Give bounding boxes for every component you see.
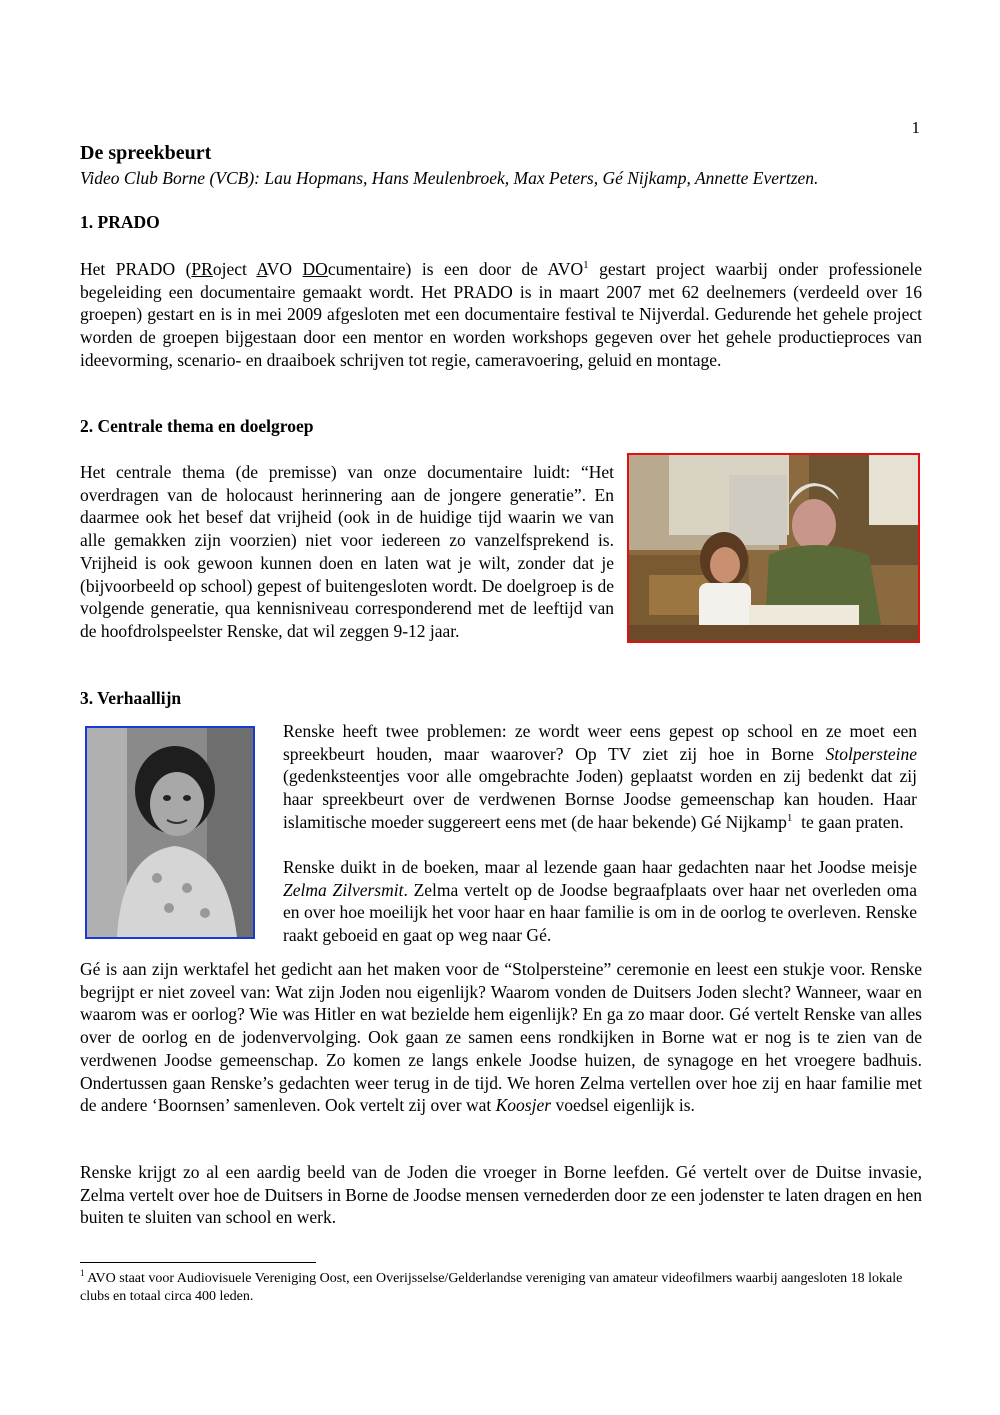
section-heading-thema: 2. Centrale thema en doelgroep bbox=[80, 416, 314, 436]
verhaallijn-paragraph-1: Renske heeft twee problemen: ze wordt weer eens gepest op school en ze moet een spreekbeurt houden, maar waarover? Op TV ziet zij hoe in Borne Stolpersteine (gedenksteentjes voor alle omgebrachte Joden) geplaatst worden en zij bedenkt dat zij haar spreekbeurt over de verdwenen Bornse Joodse gemeenschap kan houden. Haar islamitische moeder suggereert eens met (de haar bekende) Gé Nijkamp$^1$ te gaan praten. bbox=[283, 721, 917, 832]
page-number: 1 bbox=[911, 118, 920, 137]
footnote-divider bbox=[80, 1262, 316, 1263]
document-title: De spreekbeurt bbox=[80, 142, 212, 164]
photo-portrait-zelma bbox=[85, 726, 255, 939]
verhaallijn-paragraph-4: Renske krijgt zo al een aardig beeld van de Joden die vroeger in Borne leefden. Gé vertelt over de Duitse invasie, Zelma vertelt over hoe de Duitsers in Borne de Joodse mensen vernederden door ze een jodenster te laten dragen en hen buiten te sluiten van school en werk. bbox=[80, 1162, 922, 1228]
verhaallijn-paragraph-3: Gé is aan zijn werktafel het gedicht aan het maken voor de “Stolpersteine” ceremonie en leest een stukje voor. Renske begrijpt er niet zoveel van: Wat zijn Joden nou eigenlijk? Waarom vonden de Duitsers Joden slecht? Wanneer, waar en waarom was er oorlog? Wie was Hitler en wat bezielde hem eigenlijk? En ga zo maar door. Gé vertelt Renske van alles over de oorlog en de jodenvervolging. Ook gaan ze samen eens rondkijken in Borne wat er nog is te zien van de verdwenen Joodse gemeenschap. Zo komen ze langs enkele Joodse huizen, de synagoge en het vroegere badhuis. Ondertussen gaan Renske’s gedachten weer terug in de tijd. We horen Zelma vertellen over hoe zij en haar familie met de andere ‘Boornsen’ samenleven. Ook vertelt zij over wat Koosjer voedsel eigenlijk is. bbox=[80, 959, 922, 1116]
photo-man-reading-with-girl bbox=[627, 453, 920, 643]
authors-line: Video Club Borne (VCB): Lau Hopmans, Hans Meulenbroek, Max Peters, Gé Nijkamp, Annette Evertzen. bbox=[80, 168, 819, 188]
verhaallijn-paragraph-2: Renske duikt in de boeken, maar al lezende gaan haar gedachten naar het Joodse meisje Zelma Zilversmit. Zelma vertelt op de Joodse begraafplaats over haar net overleden oma en over hoe moeilijk het voor haar en haar familie is om in de oorlog te overleven. Renske raakt geboeid en gaat op weg naar Gé. bbox=[283, 857, 917, 946]
footnote-reference: 1 bbox=[583, 259, 589, 271]
thema-paragraph: Het centrale thema (de premisse) van onze documentaire luidt: “Het overdragen van de holocaust herinnering aan de jongere generatie”. En daarmee ook het besef dat vrijheid (ook in de huidige tijd waarin we van alle gemakken zijn voorzien) niet voor iedereen zo vanzelfsprekend is. Vrijheid is ook gewoon kunnen doen en laten wat je wilt, zonder dat je (bijvoorbeeld op school) gepest of buitengesloten wordt. De doelgroep is de volgende generatie, qua kennisniveau corresponderend met de leeftijd van de hoofdrolspeelster Renske, dat wil zeggen 9-12 jaar. bbox=[80, 462, 614, 641]
prado-paragraph: Het PRADO (PRoject AVO DOcumentaire) is een door de AVO$^1$ gestart project waarbij onder professionele begeleiding een documentaire gemaakt wordt. Het PRADO is in maart 2007 met 62 deelnemers (verdeeld over 16 groepen) gestart en is in mei 2009 afgesloten met een documentaire festival te Nijverdal. Gedurende het gehele project worden de groepen bijgestaan door een mentor en worden workshops gegeven over het gehele productieproces van ideevorming, scenario- en draaiboek schrijven tot regie, cameravoering, geluid en montage. bbox=[80, 259, 922, 370]
photo-man-reading-with-girl-image bbox=[629, 455, 918, 641]
section-heading-verhaallijn: 3. Verhaallijn bbox=[80, 688, 182, 708]
section-heading-prado: 1. PRADO bbox=[80, 212, 160, 232]
footnote-reference: 1 bbox=[786, 811, 793, 824]
footnote: $^1$ AVO staat voor Audiovisuele Vereniging Oost, een Overijsselse/Gelderlandse vereniging van amateur videofilmers waarbij aangesloten 18 lokale clubs en totaal circa 400 leden. bbox=[80, 1268, 903, 1304]
photo-portrait-zelma-image bbox=[87, 728, 253, 937]
